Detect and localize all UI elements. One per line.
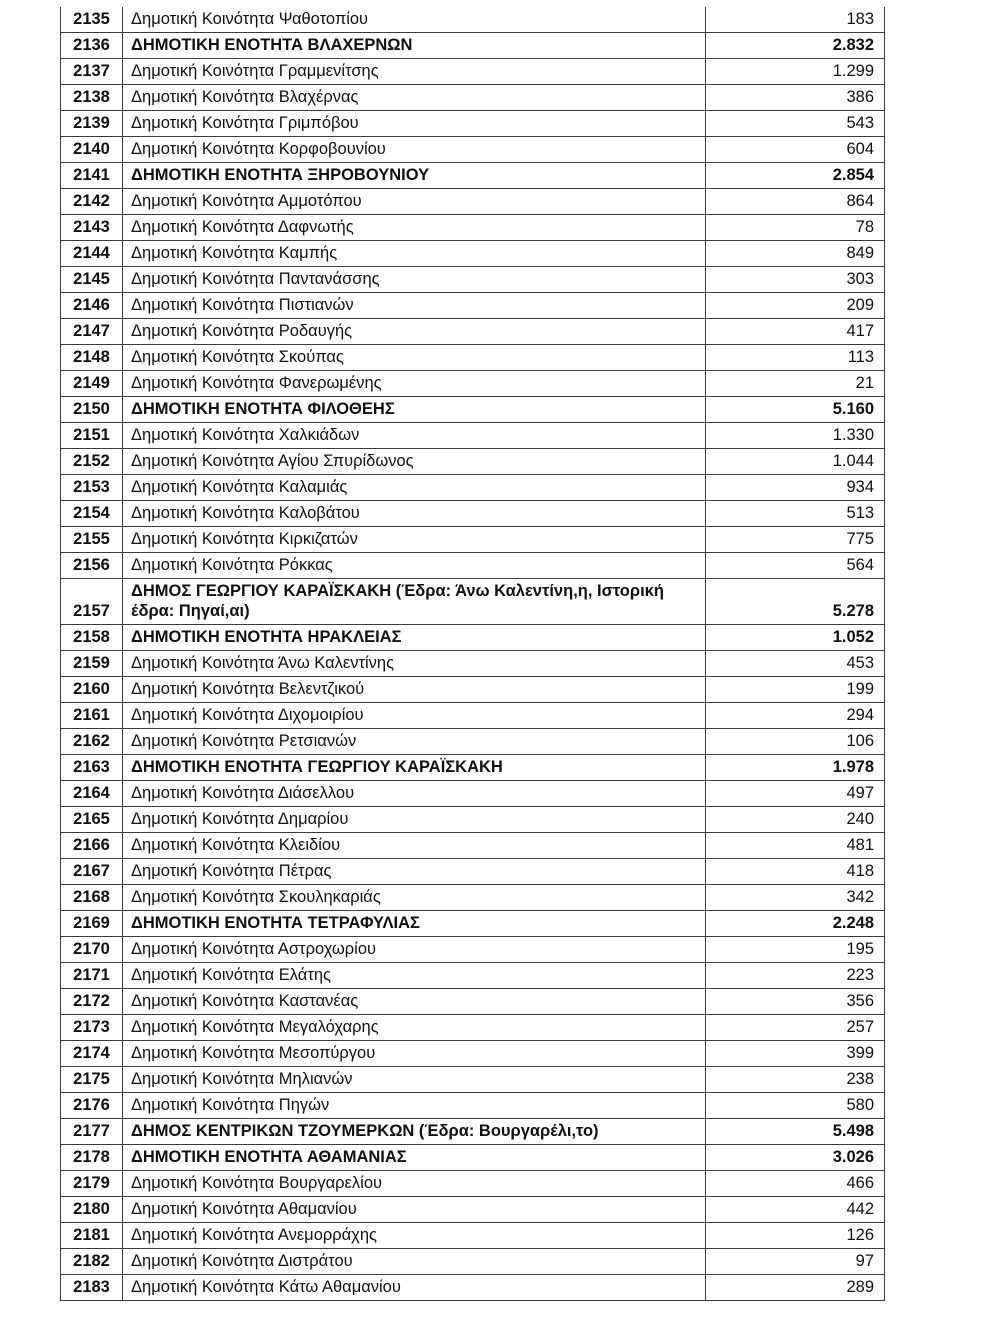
row-name: Δημοτική Κοινότητα Καμπής [123,241,706,267]
row-name: ΔΗΜΟΤΙΚΗ ΕΝΟΤΗΤΑ ΓΕΩΡΓΙΟΥ ΚΑΡΑΪΣΚΑΚΗ [123,755,706,781]
table-row-section [61,33,885,59]
row-number: 2173 [61,1015,123,1041]
row-value: 183 [706,7,885,33]
table-row [61,449,885,475]
table-row [61,7,885,33]
table-row [61,833,885,859]
row-value: 399 [706,1041,885,1067]
row-name: Δημοτική Κοινότητα Χαλκιάδων [123,423,706,449]
row-name: Δημοτική Κοινότητα Αγίου Σπυρίδωνος [123,449,706,475]
row-name: Δημοτική Κοινότητα Δαφνωτής [123,215,706,241]
row-number: 2177 [61,1119,123,1145]
table-row [61,85,885,111]
row-value: 126 [706,1223,885,1249]
table-row [61,989,885,1015]
table-row [61,963,885,989]
table-row [61,553,885,579]
row-name: Δημοτική Κοινότητα Διχομοιρίου [123,703,706,729]
row-name: Δημοτική Κοινότητα Σκουληκαριάς [123,885,706,911]
row-name: Δημοτική Κοινότητα Αμμοτόπου [123,189,706,215]
row-number: 2170 [61,937,123,963]
row-number: 2180 [61,1197,123,1223]
row-value: 113 [706,345,885,371]
row-number: 2145 [61,267,123,293]
row-number: 2153 [61,475,123,501]
row-value: 1.330 [706,423,885,449]
row-name: Δημοτική Κοινότητα Βλαχέρνας [123,85,706,111]
row-value: 209 [706,293,885,319]
table-row-section [61,1119,885,1145]
table-row [61,241,885,267]
table-row [61,501,885,527]
row-name: Δημοτική Κοινότητα Δημαρίου [123,807,706,833]
row-name: Δημοτική Κοινότητα Μεγαλόχαρης [123,1015,706,1041]
row-name: Δημοτική Κοινότητα Ροδαυγής [123,319,706,345]
row-value: 21 [706,371,885,397]
row-name: ΔΗΜΟΣ ΚΕΝΤΡΙΚΩΝ ΤΖΟΥΜΕΡΚΩΝ (Έδρα: Βουργαρέλι,το) [123,1119,706,1145]
table-row [61,111,885,137]
row-name: Δημοτική Κοινότητα Βουργαρελίου [123,1171,706,1197]
row-number: 2142 [61,189,123,215]
row-name: Δημοτική Κοινότητα Καστανέας [123,989,706,1015]
row-name: Δημοτική Κοινότητα Καλοβάτου [123,501,706,527]
row-name: Δημοτική Κοινότητα Πέτρας [123,859,706,885]
row-name: ΔΗΜΟΤΙΚΗ ΕΝΟΤΗΤΑ ΒΛΑΧΕΡΝΩΝ [123,33,706,59]
row-number: 2150 [61,397,123,423]
row-number: 2175 [61,1067,123,1093]
row-value: 223 [706,963,885,989]
row-number: 2169 [61,911,123,937]
row-number: 2183 [61,1275,123,1301]
table-row [61,371,885,397]
row-value: 543 [706,111,885,137]
row-number: 2167 [61,859,123,885]
table-row [61,319,885,345]
table-row [61,781,885,807]
row-number: 2179 [61,1171,123,1197]
row-name: Δημοτική Κοινότητα Γραμμενίτσης [123,59,706,85]
row-number: 2143 [61,215,123,241]
row-value: 2.832 [706,33,885,59]
row-name: Δημοτική Κοινότητα Σκούπας [123,345,706,371]
row-name: Δημοτική Κοινότητα Αστροχωρίου [123,937,706,963]
row-name: Δημοτική Κοινότητα Ψαθοτοπίου [123,7,706,33]
table-row [61,293,885,319]
row-value: 199 [706,677,885,703]
row-name: Δημοτική Κοινότητα Γριμπόβου [123,111,706,137]
row-value: 481 [706,833,885,859]
row-number: 2161 [61,703,123,729]
row-value: 5.498 [706,1119,885,1145]
row-value: 289 [706,1275,885,1301]
row-value: 97 [706,1249,885,1275]
row-number: 2138 [61,85,123,111]
row-number: 2162 [61,729,123,755]
table-row [61,215,885,241]
table-row-section [61,1145,885,1171]
table-row-section [61,397,885,423]
row-value: 849 [706,241,885,267]
row-value: 240 [706,807,885,833]
row-number: 2157 [61,579,123,625]
row-value: 775 [706,527,885,553]
table-row-section [61,755,885,781]
row-number: 2155 [61,527,123,553]
row-number: 2160 [61,677,123,703]
row-value: 2.248 [706,911,885,937]
table-row [61,1171,885,1197]
row-number: 2147 [61,319,123,345]
row-number: 2149 [61,371,123,397]
row-name: Δημοτική Κοινότητα Κορφοβουνίου [123,137,706,163]
row-value: 2.854 [706,163,885,189]
row-name: Δημοτική Κοινότητα Κιρκιζατών [123,527,706,553]
table-row [61,1067,885,1093]
table-row [61,1093,885,1119]
table-row [61,1275,885,1301]
row-value: 3.026 [706,1145,885,1171]
row-name: Δημοτική Κοινότητα Μηλιανών [123,1067,706,1093]
table-row-section [61,625,885,651]
row-number: 2182 [61,1249,123,1275]
row-number: 2156 [61,553,123,579]
row-number: 2158 [61,625,123,651]
row-value: 1.978 [706,755,885,781]
row-name: Δημοτική Κοινότητα Άνω Καλεντίνης [123,651,706,677]
table-row [61,423,885,449]
row-value: 497 [706,781,885,807]
row-name: Δημοτική Κοινότητα Αθαμανίου [123,1197,706,1223]
row-number: 2137 [61,59,123,85]
population-table-container [60,7,884,1301]
row-value: 513 [706,501,885,527]
row-value: 466 [706,1171,885,1197]
table-row [61,59,885,85]
table-row [61,1223,885,1249]
row-value: 442 [706,1197,885,1223]
row-name: ΔΗΜΟΤΙΚΗ ΕΝΟΤΗΤΑ ΗΡΑΚΛΕΙΑΣ [123,625,706,651]
table-row [61,937,885,963]
table-row [61,527,885,553]
row-name: Δημοτική Κοινότητα Βελεντζικού [123,677,706,703]
row-number: 2154 [61,501,123,527]
row-number: 2176 [61,1093,123,1119]
row-value: 604 [706,137,885,163]
table-row [61,345,885,371]
table-row [61,807,885,833]
table-row [61,1249,885,1275]
row-value: 294 [706,703,885,729]
table-row [61,1015,885,1041]
row-number: 2171 [61,963,123,989]
table-row-section [61,579,885,625]
row-value: 386 [706,85,885,111]
row-value: 238 [706,1067,885,1093]
row-name: ΔΗΜΟΤΙΚΗ ΕΝΟΤΗΤΑ ΤΕΤΡΑΦΥΛΙΑΣ [123,911,706,937]
row-number: 2163 [61,755,123,781]
table-row [61,885,885,911]
row-number: 2168 [61,885,123,911]
table-row [61,1041,885,1067]
row-value: 195 [706,937,885,963]
row-number: 2172 [61,989,123,1015]
table-row [61,189,885,215]
row-number: 2144 [61,241,123,267]
row-name: ΔΗΜΟΤΙΚΗ ΕΝΟΤΗΤΑ ΦΙΛΟΘΕΗΣ [123,397,706,423]
row-number: 2136 [61,33,123,59]
row-name: Δημοτική Κοινότητα Πιστιανών [123,293,706,319]
row-number: 2178 [61,1145,123,1171]
row-value: 934 [706,475,885,501]
row-name: Δημοτική Κοινότητα Ρετσιανών [123,729,706,755]
table-row [61,703,885,729]
row-name: Δημοτική Κοινότητα Παντανάσσης [123,267,706,293]
row-value: 580 [706,1093,885,1119]
row-value: 5.160 [706,397,885,423]
row-name: Δημοτική Κοινότητα Κάτω Αθαμανίου [123,1275,706,1301]
row-number: 2141 [61,163,123,189]
table-row [61,475,885,501]
table-row [61,651,885,677]
row-name: Δημοτική Κοινότητα Πηγών [123,1093,706,1119]
row-number: 2140 [61,137,123,163]
table-row [61,859,885,885]
row-number: 2159 [61,651,123,677]
row-value: 1.052 [706,625,885,651]
row-value: 417 [706,319,885,345]
row-number: 2139 [61,111,123,137]
row-name: Δημοτική Κοινότητα Ανεμορράχης [123,1223,706,1249]
row-number: 2174 [61,1041,123,1067]
row-number: 2146 [61,293,123,319]
row-name: ΔΗΜΟΤΙΚΗ ΕΝΟΤΗΤΑ ΞΗΡΟΒΟΥΝΙΟΥ [123,163,706,189]
table-row-section [61,163,885,189]
table-row [61,267,885,293]
row-number: 2181 [61,1223,123,1249]
table-row-section [61,911,885,937]
row-number: 2164 [61,781,123,807]
row-name: Δημοτική Κοινότητα Ελάτης [123,963,706,989]
row-value: 303 [706,267,885,293]
row-value: 5.278 [706,579,885,625]
row-name: Δημοτική Κοινότητα Ρόκκας [123,553,706,579]
row-name: ΔΗΜΟΤΙΚΗ ΕΝΟΤΗΤΑ ΑΘΑΜΑΝΙΑΣ [123,1145,706,1171]
row-number: 2165 [61,807,123,833]
table-body [61,7,885,1301]
row-value: 418 [706,859,885,885]
row-number: 2135 [61,7,123,33]
row-value: 564 [706,553,885,579]
table-row [61,1197,885,1223]
row-value: 356 [706,989,885,1015]
table-row [61,137,885,163]
row-value: 1.044 [706,449,885,475]
row-name: Δημοτική Κοινότητα Διάσελλου [123,781,706,807]
row-value: 106 [706,729,885,755]
row-name: Δημοτική Κοινότητα Καλαμιάς [123,475,706,501]
row-number: 2152 [61,449,123,475]
row-number: 2151 [61,423,123,449]
row-value: 342 [706,885,885,911]
row-value: 1.299 [706,59,885,85]
row-name: Δημοτική Κοινότητα Μεσοπύργου [123,1041,706,1067]
row-value: 864 [706,189,885,215]
table-row [61,729,885,755]
row-value: 78 [706,215,885,241]
row-name: Δημοτική Κοινότητα Κλειδίου [123,833,706,859]
table-row [61,677,885,703]
row-number: 2166 [61,833,123,859]
row-name: Δημοτική Κοινότητα Διστράτου [123,1249,706,1275]
row-value: 453 [706,651,885,677]
row-name: Δημοτική Κοινότητα Φανερωμένης [123,371,706,397]
row-value: 257 [706,1015,885,1041]
population-table [60,7,885,1301]
row-name: ΔΗΜΟΣ ΓΕΩΡΓΙΟΥ ΚΑΡΑΪΣΚΑΚΗ (Έδρα: Άνω Καλεντίνη,η, Ιστορική έδρα: Πηγαί,αι) [123,579,706,625]
row-number: 2148 [61,345,123,371]
